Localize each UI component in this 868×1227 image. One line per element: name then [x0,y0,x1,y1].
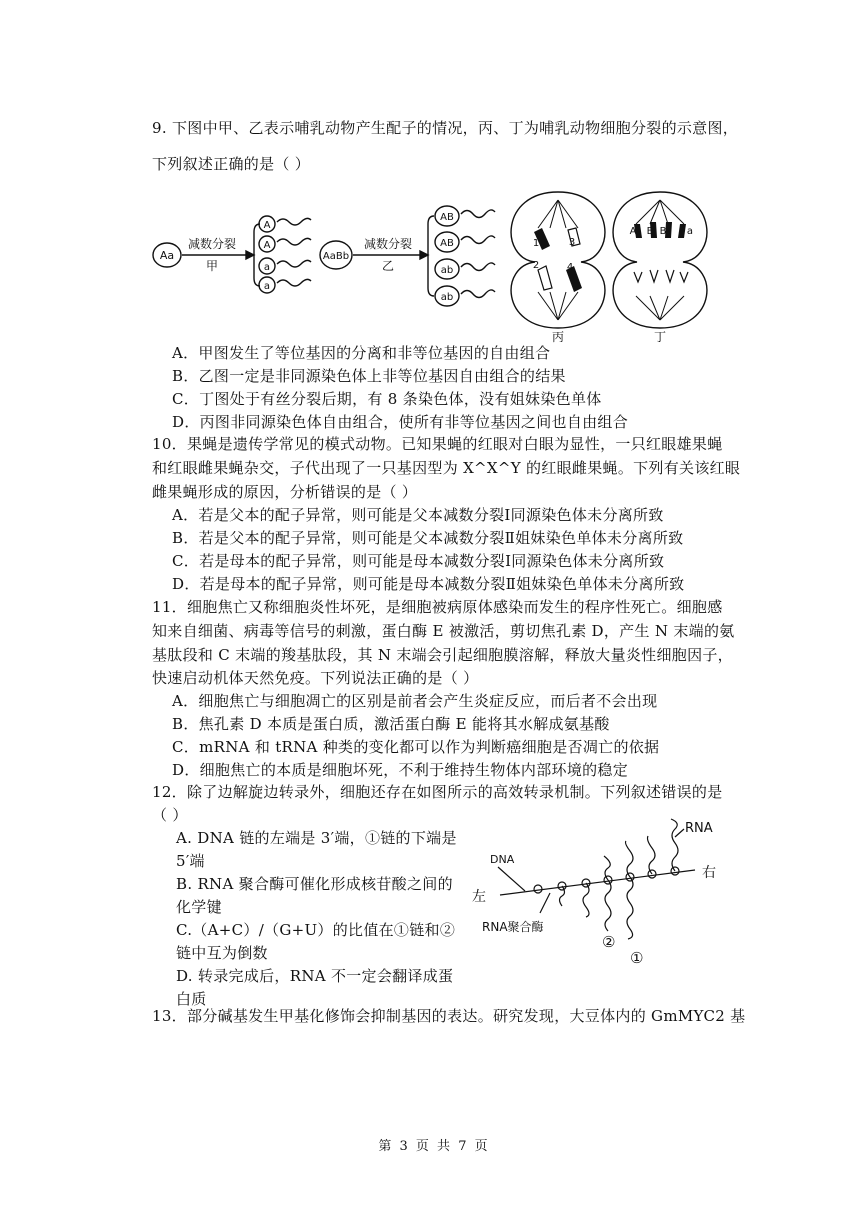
bing-label: 丙 [551,330,565,343]
q11-line4: 快速启动机体天然免疫。下列说法正确的是（ ） [152,669,479,687]
q12-option-a-line2: 5′端 [176,852,205,870]
q12-right-label: 右 [702,865,716,881]
q11-option-b: B．焦孔素 D 本质是蛋白质，激活蛋白酶 E 能将其水解成氨基酸 [172,715,610,733]
q10-line3: 雌果蝇形成的原因，分析错误的是（ ） [152,483,418,501]
q11-option-a: A．细胞焦亡与细胞凋亡的区别是前者会产生炎症反应，而后者不会出现 [172,692,658,710]
q9-stem-line2: 下列叙述正确的是（ ） [152,155,311,173]
bing-num-1: 1 [532,238,540,249]
bing-num-3: 3 [568,237,576,248]
q12-strand-1: ① [630,949,644,967]
q12-pol-label: RNA聚合酶 [482,920,544,934]
q10-line2: 和红眼雌果蝇杂交，子代出现了一只基因型为 X^X^Y 的红眼雌果蝇。下列有关该红眼 [152,459,741,477]
q9-option-a: A．甲图发生了等位基因的分离和非等位基因的自由组合 [172,344,551,362]
yi-gamete-1: AB [440,212,454,223]
q12-dna-label: DNA [490,853,515,866]
q13-line1: 13．部分碱基发生甲基化修饰会抑制基因的表达。研究发现，大豆体内的 GmMYC2 基 [152,1007,746,1025]
q12-option-c-line2: 链中互为倒数 [176,944,268,962]
q12-option-c-line1: C.（A+C）/（G+U）的比值在①链和② [176,921,456,939]
ding-gene-1: A [629,226,637,237]
yi-label: 乙 [381,259,395,273]
jia-gamete-2: A [263,240,271,251]
q12-option-d-line2: 白质 [176,990,207,1008]
jia-gamete-1: A [263,220,271,231]
q12-option-b-line2: 化学键 [176,898,222,916]
q11-option-d: D．细胞焦亡的本质是细胞坏死，不利于维持生物体内部环境的稳定 [172,761,629,779]
q10-option-c: C．若是母本的配子异常，则可能是母本减数分裂Ⅰ同源染色体未分离所致 [172,552,665,570]
q12-option-d-line1: D. 转录完成后，RNA 不一定会翻译成蛋 [176,967,454,985]
ding-gene-4: a [686,226,694,237]
q10-line1: 10．果蝇是遗传学常见的模式动物。已知果蝇的红眼对白眼为显性，一只红眼雄果蝇 [152,435,723,453]
bing-num-4: 4 [566,262,574,273]
q11-line1: 11．细胞焦亡又称细胞炎性坏死，是细胞被病原体感染而发生的程序性死亡。细胞感 [152,598,723,616]
q12-line2: （ ） [152,806,188,824]
q12-rna-label: RNA [685,821,713,836]
q9-option-c: C．丁图处于有丝分裂后期，有 8 条染色体，没有姐妹染色单体 [172,390,602,408]
ding-gene-3: B [659,226,667,237]
q10-option-b: B．若是父本的配子异常，则可能是父本减数分裂Ⅱ姐妹染色单体未分离所致 [172,529,684,547]
jia-gamete-3: a [263,262,271,273]
yi-gamete-3: ab [440,265,454,276]
q12-figure [470,815,730,975]
jia-gamete-4: a [263,281,271,292]
q11-line2: 知来自细菌、病毒等信号的刺激，蛋白酶 E 被激活，剪切焦孔素 D，产生 N 末端的氨 [152,622,735,640]
q9-option-b: B．乙图一定是非同源染色体上非等位基因自由组合的结果 [172,367,566,385]
ding-gene-2: B [646,226,654,237]
jia-process: 减数分裂 [187,237,237,251]
yi-parent: AaBb [322,251,350,262]
q9-figure [150,188,720,343]
q11-option-c: C．mRNA 和 tRNA 种类的变化都可以作为判断癌细胞是否凋亡的依据 [172,738,660,756]
yi-gamete-2: AB [440,238,454,249]
ding-label: 丁 [653,330,667,343]
jia-parent: Aa [159,249,175,262]
yi-process: 减数分裂 [363,237,413,251]
q9-stem-line1: 9. 下图中甲、乙表示哺乳动物产生配子的情况，丙、丁为哺乳动物细胞分裂的示意图， [152,119,739,137]
yi-gamete-4: ab [440,292,454,303]
q12-strand-2: ② [602,933,616,951]
q12-option-a-line1: A. DNA 链的左端是 3′端，①链的下端是 [176,829,457,847]
q9-option-d: D．丙图非同源染色体自由组合，使所有非等位基因之间也自由组合 [172,413,629,431]
bing-num-2: 2 [532,260,540,271]
q10-option-d: D．若是母本的配子异常，则可能是母本减数分裂Ⅱ姐妹染色单体未分离所致 [172,575,685,593]
q12-line1: 12．除了边解旋边转录外，细胞还存在如图所示的高效转录机制。下列叙述错误的是 [152,783,723,801]
q12-option-b-line1: B. RNA 聚合酶可催化形成核苷酸之间的 [176,875,453,893]
q10-option-a: A．若是父本的配子异常，则可能是父本减数分裂Ⅰ同源染色体未分离所致 [172,506,664,524]
q11-line3: 基肽段和 C 末端的羧基肽段，其 N 末端会引起细胞膜溶解，释放大量炎性细胞因子， [152,646,733,664]
q12-left-label: 左 [472,889,486,905]
jia-label: 甲 [205,259,219,273]
page-footer: 第 3 页 共 7 页 [378,1139,490,1154]
